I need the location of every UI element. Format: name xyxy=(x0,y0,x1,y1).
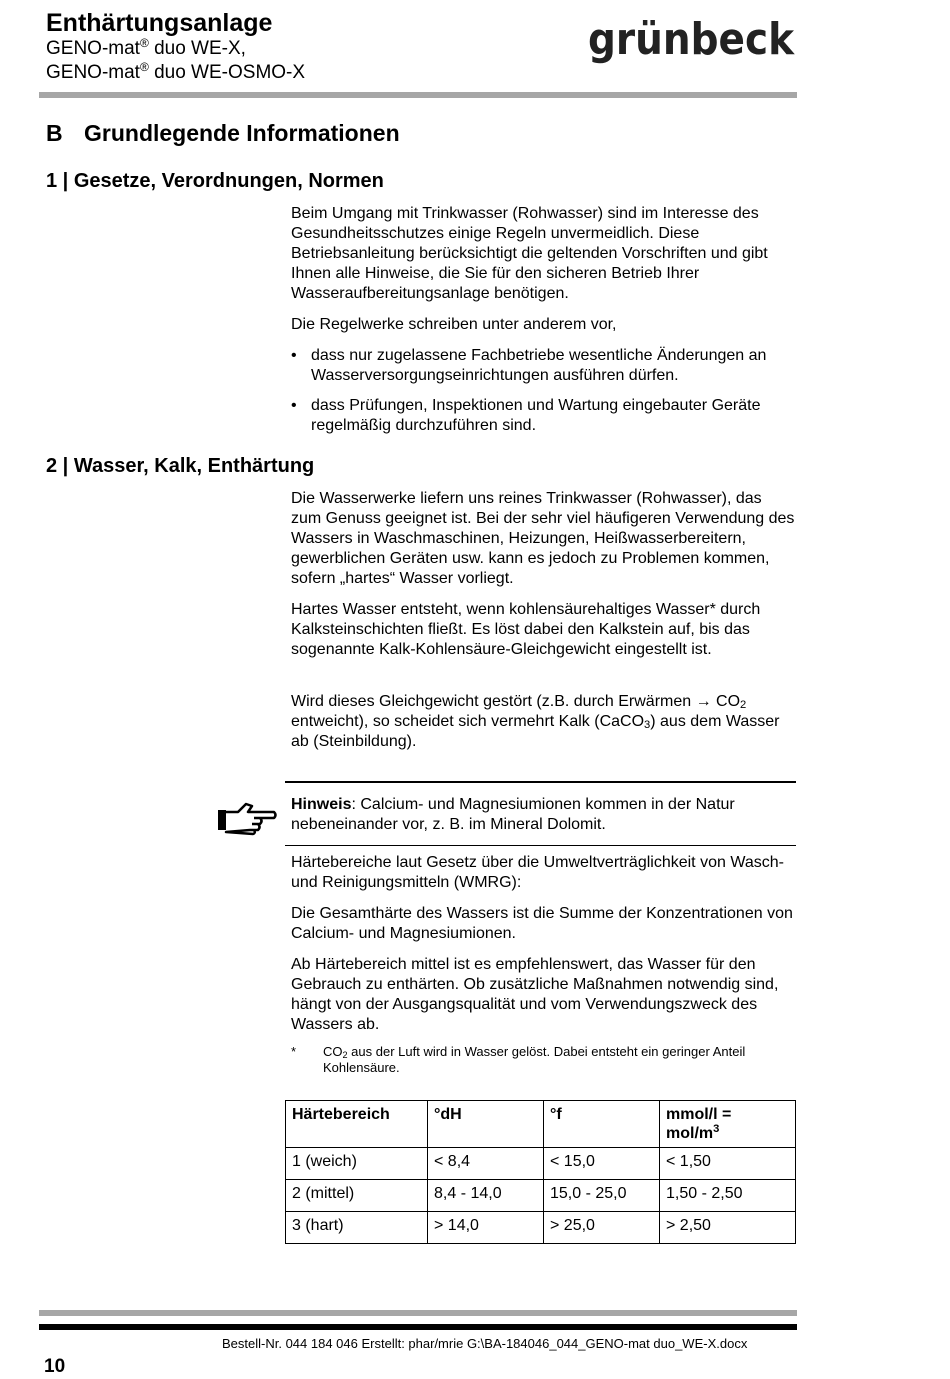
water-paragraph-2: Hartes Wasser entsteht, wenn kohlensäurehaltiges Wasser* durch Kalksteinschichten fließt. Es löst dabei den Kalkstein auf, bis das sogenannte Kalk-Kohlensäure-Gleichgewicht eingestellt ist. xyxy=(291,601,761,658)
water-paragraph-4: Härtebereiche laut Gesetz über die Umweltverträglichkeit von Wasch- und Reinigungsmitteln (WMRG): xyxy=(291,854,784,891)
footer-info: Bestell-Nr. 044 184 046 Erstellt: phar/mrie G:\BA-184046_044_GENO-mat duo_WE-X.docx xyxy=(222,1336,748,1351)
header-rule xyxy=(39,92,797,98)
table-cell: 1,50 - 2,50 xyxy=(660,1180,796,1212)
table-row xyxy=(286,1180,796,1212)
list-item: • dass Prüfungen, Inspektionen und Wartung eingebauter Geräte regelmäßig durchzuführen sind. xyxy=(291,397,761,434)
table-header: mmol/l = mol/$m^3$ xyxy=(660,1101,796,1148)
table-cell: 3 (hart) xyxy=(286,1212,428,1244)
model-line-1: GENO-mat® duo WE-X, xyxy=(46,36,246,59)
arrow-icon: → xyxy=(695,693,712,710)
table-cell: 8,4 - 14,0 xyxy=(428,1180,544,1212)
table-cell: > 14,0 xyxy=(428,1212,544,1244)
table-cell: 1 (weich) xyxy=(286,1148,428,1180)
list-item: • dass nur zugelassene Fachbetriebe wesentliche Änderungen an Wasserversorgungseinrichtungen ausführen dürfen. xyxy=(291,347,767,384)
footer-rule-gray xyxy=(39,1310,797,1316)
table-row xyxy=(286,1148,796,1180)
table-header: °f xyxy=(544,1101,660,1148)
model-line-2: GENO-mat® duo WE-OSMO-X xyxy=(46,60,306,83)
table-header: Härtebereich xyxy=(286,1101,428,1148)
footer-rule-black xyxy=(39,1324,797,1330)
table-cell: < 8,4 xyxy=(428,1148,544,1180)
logo-wordmark: grünbeck xyxy=(588,14,796,65)
table-header-row xyxy=(286,1101,796,1148)
table-cell: 2 (mittel) xyxy=(286,1180,428,1212)
section-title: B Grundlegende Informationen xyxy=(46,120,400,146)
company-logo xyxy=(588,14,798,70)
bullet-icon: • xyxy=(291,397,297,414)
water-paragraph-1: Die Wasserwerke liefern uns reines Trinkwasser (Rohwasser), das zum Genuss geeignet ist. Bei der sehr viel häufigeren Verwendung des Wassers in Waschmaschinen, Heizungen, Heißwasserbereitern, gewerblichen Geräten usw. kann es jedoch zu Problemen kommen, sofern „hartes“ Wasser vorliegt. xyxy=(291,490,795,587)
table-header: °dH xyxy=(428,1101,544,1148)
hardness-table xyxy=(285,1100,796,1244)
water-paragraph-5: Die Gesamthärte des Wassers ist die Summe der Konzentrationen von Calcium- und Magnesiumionen. xyxy=(291,905,793,942)
pointing-hand-icon xyxy=(216,798,278,836)
heading-laws: 1 | Gesetze, Verordnungen, Normen xyxy=(46,170,384,192)
footnote: * $CO_2$ aus der Luft wird in Wasser gelöst. Dabei entsteht ein geringer Anteil Kohlensäure. xyxy=(291,1044,746,1075)
table-cell: > 2,50 xyxy=(660,1212,796,1244)
heading-water: 2 | Wasser, Kalk, Enthärtung xyxy=(46,455,315,477)
table-cell: 15,0 - 25,0 xyxy=(544,1180,660,1212)
table-row xyxy=(286,1212,796,1244)
table-cell: > 25,0 xyxy=(544,1212,660,1244)
regulations-list xyxy=(291,346,796,436)
hint-bottom-rule xyxy=(285,845,796,846)
water-paragraph-3: Wird dieses Gleichgewicht gestört (z.B. durch Erwärmen → $CO_2$ entweicht), so scheidet sich vermehrt Kalk (CaCO$_3$) aus dem Wasser ab (Steinbildung). xyxy=(291,693,780,750)
laws-paragraph-2: Die Regelwerke schreiben unter anderem vor, xyxy=(291,316,617,333)
hint-text: Hinweis: Calcium- und Magnesiumionen kommen in der Natur nebeneinander vor, z. B. im Mineral Dolomit. xyxy=(291,796,735,833)
hint-top-rule xyxy=(285,781,796,783)
bullet-icon: • xyxy=(291,347,297,364)
document-title: Enthärtungsanlage xyxy=(46,9,273,37)
laws-paragraph-1: Beim Umgang mit Trinkwasser (Rohwasser) sind im Interesse des Gesundheitsschutzes einige Regeln unvermeidlich. Diese Betriebsanleitung berücksichtigt die geltenden Vorschriften und gibt Ihnen alle Hinweise, die Sie für den sicheren Betrieb Ihrer Wasseraufbereitungsanlage benötigen. xyxy=(291,205,768,302)
table-cell: < 1,50 xyxy=(660,1148,796,1180)
water-paragraph-6: Ab Härtebereich mittel ist es empfehlenswert, das Wasser für den Gebrauch zu enthärten. Ob zusätzliche Maßnahmen notwendig sind, hängt von der Ausgangsqualität und vom Verwendungszweck des Wassers ab. xyxy=(291,956,779,1033)
table-cell: < 15,0 xyxy=(544,1148,660,1180)
page-number: 10 xyxy=(44,1356,66,1377)
